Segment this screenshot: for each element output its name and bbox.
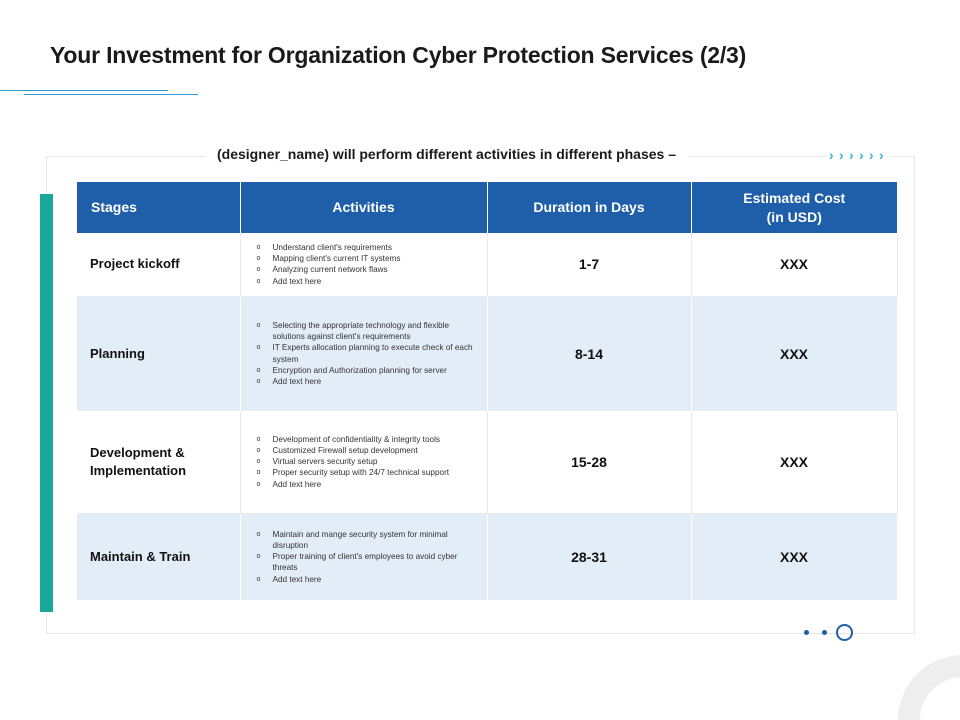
activities-cell (240, 513, 487, 600)
duration-cell: 28-31 (487, 513, 691, 600)
activity-list (241, 529, 487, 585)
duration-cell: 8-14 (487, 296, 691, 411)
activity-item: o Proper training of client's employees to avoid cyber threats (257, 551, 481, 574)
cost-cell: XXX (691, 513, 897, 600)
chevron-right-icon: › (879, 147, 884, 163)
accent-side-bar (40, 194, 53, 612)
activity-item: o Development of confidentiality & integrity tools (257, 434, 481, 445)
stage-cell: Maintain & Train (77, 513, 240, 600)
page-title: Your Investment for Organization Cyber Protection Services (2/3) (50, 42, 747, 68)
activity-item: o Selecting the appropriate technology and flexible solutions against client's requirements (257, 320, 481, 343)
cost-cell: XXX (691, 296, 897, 411)
table-row (77, 411, 897, 513)
activity-list (241, 320, 487, 388)
activity-item: o Add text here (257, 479, 481, 490)
header-cost (691, 182, 897, 233)
header-activities: Activities (240, 182, 487, 233)
decor-ring (836, 624, 853, 641)
duration-cell: 1-7 (487, 233, 691, 296)
activity-list (241, 242, 487, 287)
table-row (77, 513, 897, 600)
decor-dot (804, 630, 809, 635)
chevron-right-icon: › (869, 147, 874, 163)
stage-cell: Project kickoff (77, 233, 240, 296)
activity-item: o Mapping client's current IT systems (257, 253, 481, 264)
activity-item: o Add text here (257, 376, 481, 387)
activity-item: o Add text here (257, 276, 481, 287)
activity-item: o Encryption and Authorization planning for server (257, 365, 481, 376)
activity-item: o Add text here (257, 574, 481, 585)
activity-item: o Analyzing current network flaws (257, 264, 481, 275)
table-row (77, 233, 897, 296)
investment-table (77, 182, 898, 600)
table-subtitle: (designer_name) will perform different activities in different phases – (205, 146, 688, 162)
activity-item: o IT Experts allocation planning to execute check of each system (257, 342, 481, 365)
activities-cell (240, 411, 487, 513)
cost-cell: XXX (691, 233, 897, 296)
title-underline-secondary (24, 94, 198, 95)
chevron-right-icon: › (829, 147, 834, 163)
activity-item: o Customized Firewall setup development (257, 445, 481, 456)
activities-cell (240, 233, 487, 296)
activity-item: o Maintain and mange security system for minimal disruption (257, 529, 481, 552)
activity-item: o Proper security setup with 24/7 technical support (257, 467, 481, 478)
chevron-right-icon: › (839, 147, 844, 163)
chevron-decoration (826, 148, 892, 162)
chevron-right-icon: › (859, 147, 864, 163)
activities-cell (240, 296, 487, 411)
decor-dot (822, 630, 827, 635)
title-underline (0, 90, 168, 91)
table-header-row (77, 182, 897, 233)
stage-cell: Planning (77, 296, 240, 411)
activity-item: o Understand client's requirements (257, 242, 481, 253)
header-duration: Duration in Days (487, 182, 691, 233)
activity-item: o Virtual servers security setup (257, 456, 481, 467)
decor-arc (898, 655, 960, 720)
header-stages: Stages (77, 182, 240, 233)
chevron-right-icon: › (849, 147, 854, 163)
cost-cell: XXX (691, 411, 897, 513)
table-row (77, 296, 897, 411)
activity-list (241, 434, 487, 490)
header-cost-label: Estimated Cost (in USD) (743, 189, 846, 225)
duration-cell: 15-28 (487, 411, 691, 513)
stage-cell: Development & Implementation (77, 411, 240, 513)
